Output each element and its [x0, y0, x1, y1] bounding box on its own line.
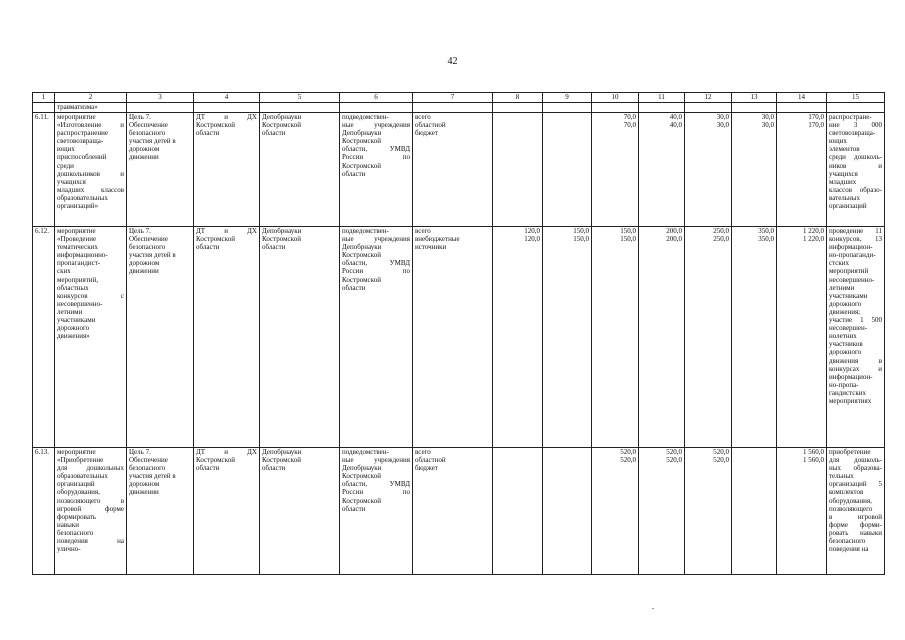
- continuation-text: травматизма»: [55, 103, 127, 113]
- cell-line: для дошколь-: [829, 456, 882, 465]
- cell-line: области, УМВД: [342, 259, 410, 268]
- cell-line: 1 560,0: [803, 448, 824, 456]
- total-cell: [777, 113, 827, 227]
- cell-line: улично-: [57, 545, 81, 554]
- cell-line: движении: [129, 153, 159, 162]
- cell-line: Депобрнауки: [342, 243, 382, 252]
- total-cell: [777, 227, 827, 448]
- cell-line: области: [196, 243, 220, 252]
- cell-line: «Проведение: [57, 235, 97, 244]
- cell-line: бюджет: [415, 129, 438, 138]
- cell-line: ющих: [57, 145, 75, 154]
- col-header: 6: [340, 93, 413, 103]
- cell-line: информационно-: [57, 251, 108, 260]
- cell-line: дорожном: [129, 480, 160, 489]
- cell-line: ДТ и ДХ: [196, 113, 257, 121]
- cell-line: Депобрнауки: [262, 227, 302, 235]
- cell-line: ровать навыки: [829, 528, 882, 537]
- col-header: 8: [493, 93, 543, 103]
- cell-line: движения в: [829, 356, 882, 365]
- cell-line: несовершенно-: [829, 275, 875, 284]
- cell-line: 120,0: [524, 227, 540, 235]
- cell-line: областной: [415, 121, 446, 130]
- cell-line: младших: [829, 177, 857, 186]
- cell-line: России по: [342, 488, 410, 497]
- cell-line: образовательных: [57, 472, 108, 481]
- cell-line: Костромской: [342, 137, 381, 146]
- cell-line: тельных: [829, 472, 854, 481]
- executor-cell: [194, 227, 260, 448]
- cell-line: 1 220,0: [803, 227, 824, 235]
- cell-line: 70,0: [623, 121, 636, 130]
- cell-line: 30,0: [761, 113, 774, 121]
- cell-line: элементов: [829, 145, 860, 154]
- cell-line: образовательных: [57, 193, 108, 202]
- cell-line: мероприятие: [57, 113, 96, 121]
- cell-line: области: [262, 464, 286, 473]
- cell-line: Костромской: [262, 235, 301, 244]
- cell-line: формировать: [57, 512, 96, 521]
- value-cell: [732, 113, 777, 227]
- col-header: 2: [55, 93, 127, 103]
- recipients-cell: [340, 113, 413, 227]
- cell-line: участия детей в: [129, 137, 176, 146]
- cell-line: информацион-: [829, 372, 873, 381]
- cell-line: приспособлений: [57, 153, 107, 162]
- funding-source-cell: [413, 113, 493, 227]
- cell-line: Костромской: [342, 496, 381, 505]
- cell-line: классов образо-: [829, 185, 882, 194]
- cell-line: Цель 7.: [129, 227, 151, 235]
- measure-cell: [55, 227, 127, 448]
- cell-line: дошкольников и: [57, 169, 124, 178]
- cell-line: 520,0: [620, 448, 636, 456]
- cell-line: конкурсах и: [829, 364, 882, 373]
- cell-line: области: [262, 129, 286, 138]
- cell-line: безопасного: [129, 464, 166, 473]
- executor-cell: [194, 448, 260, 575]
- value-cell: [732, 448, 777, 575]
- cell-line: 170,0: [808, 113, 824, 121]
- cell-line: конкурсов, 13: [829, 235, 882, 244]
- cell-line: движении: [129, 267, 159, 276]
- funding-source-cell: [413, 227, 493, 448]
- cell-line: участия детей в: [129, 472, 176, 481]
- cell-line: для дошкольных: [57, 464, 124, 473]
- value-cell: [685, 227, 732, 448]
- col-header: 10: [592, 93, 639, 103]
- cell-line: области: [196, 464, 220, 473]
- cell-line: ДТ и ДХ: [196, 448, 257, 456]
- cell-line: но-пропаганди-: [829, 251, 876, 260]
- cell-line: Костромской: [196, 456, 235, 465]
- cell-line: безопасного: [129, 129, 166, 138]
- cell-line: подведомствен-: [342, 227, 389, 235]
- cell-line: Цель 7.: [129, 113, 151, 121]
- result-cell: [827, 448, 885, 575]
- cell-line: всего: [415, 227, 431, 235]
- col-header: 9: [543, 93, 592, 103]
- cell-line: организаций»: [57, 202, 99, 211]
- program-table: [32, 92, 885, 575]
- value-cell: [639, 227, 685, 448]
- cell-line: Депобрнауки: [262, 113, 302, 121]
- cell-line: Обеспечение: [129, 121, 168, 130]
- cell-line: оборудования,: [57, 488, 100, 497]
- cell-line: Депобрнауки: [342, 129, 382, 138]
- cell-line: учащихся: [57, 177, 86, 186]
- cell-line: младших классов: [57, 185, 124, 194]
- cell-line: мероприятие: [57, 227, 96, 235]
- result-cell: [827, 113, 885, 227]
- cell-line: области: [342, 283, 366, 292]
- row-number: 6.11.: [33, 113, 55, 227]
- cell-line: 200,0: [666, 227, 682, 235]
- col-header: 4: [194, 93, 260, 103]
- cell-line: Цель 7.: [129, 448, 151, 456]
- cell-line: стских: [829, 259, 850, 268]
- cell-line: дорожном: [129, 259, 160, 268]
- cell-line: конкурсов с: [57, 291, 124, 300]
- cell-line: Обеспечение: [129, 456, 168, 465]
- recipients-cell: [340, 227, 413, 448]
- value-cell: [592, 448, 639, 575]
- cell-line: несовершен-: [829, 324, 868, 333]
- cell-line: «Приобретение: [57, 456, 104, 465]
- cell-line: Костромской: [262, 121, 301, 130]
- value-cell: [639, 448, 685, 575]
- cell-line: ников и: [829, 161, 882, 170]
- cell-line: участниками: [57, 316, 96, 325]
- cell-line: игровой форме: [57, 504, 124, 513]
- cell-line: ные учреждения: [342, 235, 410, 244]
- cell-line: позволяющего: [829, 504, 873, 513]
- cell-line: 1 220,0: [803, 235, 824, 244]
- cell-line: среди: [57, 161, 74, 170]
- cell-line: приобретение: [829, 448, 871, 456]
- result-cell: [827, 227, 885, 448]
- cell-line: «Изготовление и: [57, 121, 124, 130]
- value-cell: [493, 113, 543, 227]
- cell-line: 150,0: [620, 227, 636, 235]
- recipients-cell: [340, 448, 413, 575]
- cell-line: ющих: [829, 137, 847, 146]
- cell-line: 350,0: [758, 227, 774, 235]
- cell-line: Костромской: [342, 161, 381, 170]
- cell-line: Костромской: [342, 472, 381, 481]
- cell-line: учащихся: [829, 169, 858, 178]
- cell-line: гандистских: [829, 388, 867, 397]
- cell-line: летними: [829, 283, 855, 292]
- cell-line: поведения на: [829, 545, 869, 554]
- cell-line: участников: [829, 340, 863, 349]
- cell-line: 30,0: [716, 113, 729, 121]
- cell-line: области: [342, 169, 366, 178]
- cell-line: безопасного: [57, 528, 94, 537]
- cell-line: дорожного: [57, 324, 90, 333]
- cell-line: Костромской: [196, 121, 235, 130]
- value-cell: [493, 227, 543, 448]
- value-cell: [592, 227, 639, 448]
- value-cell: [685, 448, 732, 575]
- co-executor-cell: [260, 227, 340, 448]
- cell-line: 250,0: [713, 235, 729, 244]
- cell-line: движении: [129, 488, 159, 497]
- cell-line: организаций 5: [829, 480, 882, 489]
- col-header: 14: [777, 93, 827, 103]
- executor-cell: [194, 113, 260, 227]
- cell-line: вательных: [829, 193, 860, 202]
- table-row: [33, 113, 885, 227]
- cell-line: позволяющего в: [57, 496, 124, 505]
- table-row: [33, 227, 885, 448]
- total-cell: [777, 448, 827, 575]
- cell-line: пропагандист-: [57, 259, 101, 268]
- cell-line: Костромской: [262, 456, 301, 465]
- cell-line: летними: [57, 307, 83, 316]
- table-row: [33, 448, 885, 575]
- cell-line: 250,0: [713, 227, 729, 235]
- cell-line: организаций: [57, 480, 95, 489]
- cell-line: 1 560,0: [803, 456, 824, 465]
- cell-line: 30,0: [761, 121, 774, 130]
- cell-line: мероприятий,: [57, 275, 99, 284]
- cell-line: мероприятие: [57, 448, 96, 456]
- cell-line: области, УМВД: [342, 145, 410, 154]
- cell-line: областной: [415, 456, 446, 465]
- cell-line: Костромской: [342, 275, 381, 284]
- cell-line: световозвраща-: [57, 137, 104, 146]
- cell-line: 70,0: [623, 113, 636, 121]
- cell-line: ских: [57, 267, 71, 276]
- measure-cell: [55, 113, 127, 227]
- cell-line: источники: [415, 243, 447, 252]
- cell-line: 30,0: [716, 121, 729, 130]
- goal-cell: [127, 227, 194, 448]
- col-header: 13: [732, 93, 777, 103]
- cell-line: 150,0: [573, 235, 589, 244]
- cell-line: ние 3 000: [829, 121, 882, 130]
- value-cell: [543, 448, 592, 575]
- cell-line: поведения на: [57, 537, 124, 546]
- cell-line: всего: [415, 448, 431, 456]
- cell-line: Костромской: [342, 251, 381, 260]
- cell-line: движения»: [57, 332, 90, 341]
- cell-line: участие 1 500: [829, 316, 882, 325]
- cell-line: дорожном: [129, 145, 160, 154]
- cell-line: 40,0: [669, 121, 682, 130]
- col-header: 5: [260, 93, 340, 103]
- cell-line: но-пропа-: [829, 380, 859, 389]
- cell-line: подведомствен-: [342, 113, 389, 121]
- cell-line: 150,0: [573, 227, 589, 235]
- column-number-row: [33, 93, 885, 103]
- cell-line: навыки: [57, 520, 80, 529]
- value-cell: [543, 227, 592, 448]
- goal-cell: [127, 448, 194, 575]
- cell-line: безопасного: [829, 537, 866, 546]
- col-header: 11: [639, 93, 685, 103]
- cell-line: ных образова-: [829, 464, 882, 473]
- cell-line: в игровой: [829, 512, 882, 521]
- cell-line: бюджет: [415, 464, 438, 473]
- cell-line: несовершенно-: [57, 299, 103, 308]
- cell-line: ные учреждения: [342, 121, 410, 130]
- value-cell: [543, 113, 592, 227]
- cell-line: 120,0: [524, 235, 540, 244]
- row-number: 6.12.: [33, 227, 55, 448]
- cell-line: Обеспечение: [129, 235, 168, 244]
- cell-line: нолетних: [829, 332, 857, 341]
- cell-line: информацион-: [829, 243, 873, 252]
- cell-line: форме форми-: [829, 520, 882, 529]
- cell-line: оборудования,: [829, 496, 872, 505]
- cell-line: комплектов: [829, 488, 864, 497]
- co-executor-cell: [260, 113, 340, 227]
- value-cell: [732, 227, 777, 448]
- value-cell: [685, 113, 732, 227]
- cell-line: среди дошколь-: [829, 153, 882, 162]
- cell-line: всего: [415, 113, 431, 121]
- cell-line: области, УМВД: [342, 480, 410, 489]
- value-cell: [639, 113, 685, 227]
- col-header: 15: [827, 93, 885, 103]
- cell-line: внебюджетные: [415, 235, 460, 244]
- cell-line: дорожного: [829, 299, 862, 308]
- cell-line: 170,0: [808, 121, 824, 130]
- cell-line: ДТ и ДХ: [196, 227, 257, 235]
- cell-line: 520,0: [666, 448, 682, 456]
- cell-line: области: [342, 504, 366, 513]
- cell-line: 520,0: [713, 448, 729, 456]
- cell-line: Депобрнауки: [342, 464, 382, 473]
- cell-line: Костромской: [196, 235, 235, 244]
- col-header: 1: [33, 93, 55, 103]
- cell-line: мероприятиях: [829, 396, 872, 405]
- co-executor-cell: [260, 448, 340, 575]
- cell-line: дорожного: [829, 348, 862, 357]
- cell-line: распростране-: [829, 113, 872, 121]
- cell-line: ные учреждения: [342, 456, 410, 465]
- value-cell: [592, 113, 639, 227]
- scan-speck: [652, 608, 654, 609]
- cell-line: 520,0: [666, 456, 682, 465]
- cell-line: 200,0: [666, 235, 682, 244]
- col-header: 12: [685, 93, 732, 103]
- goal-cell: [127, 113, 194, 227]
- col-header: 3: [127, 93, 194, 103]
- cell-line: области: [196, 129, 220, 138]
- cell-line: России по: [342, 267, 410, 276]
- value-cell: [493, 448, 543, 575]
- cell-line: безопасного: [129, 243, 166, 252]
- cell-line: участия детей в: [129, 251, 176, 260]
- continuation-row: [33, 103, 885, 113]
- col-header: 7: [413, 93, 493, 103]
- cell-line: проведение 11: [829, 227, 882, 235]
- cell-line: тематических: [57, 243, 98, 252]
- cell-line: световозвраща-: [829, 129, 876, 138]
- row-number: 6.13.: [33, 448, 55, 575]
- cell-line: 520,0: [713, 456, 729, 465]
- cell-line: области: [262, 243, 286, 252]
- cell-line: России по: [342, 153, 410, 162]
- cell-line: 150,0: [620, 235, 636, 244]
- cell-line: участниками: [829, 291, 868, 300]
- cell-line: 40,0: [669, 113, 682, 121]
- cell-line: распространение: [57, 129, 108, 138]
- cell-line: 520,0: [620, 456, 636, 465]
- cell-line: областных: [57, 283, 89, 292]
- cell-line: подведомствен-: [342, 448, 389, 456]
- cell-line: Депобрнауки: [262, 448, 302, 456]
- cell-line: мероприятий: [829, 267, 869, 276]
- measure-cell: [55, 448, 127, 575]
- cell-line: 350,0: [758, 235, 774, 244]
- cell-line: движения;: [829, 307, 861, 316]
- funding-source-cell: [413, 448, 493, 575]
- cell-line: организаций: [829, 202, 867, 211]
- page-number: 42: [447, 56, 458, 67]
